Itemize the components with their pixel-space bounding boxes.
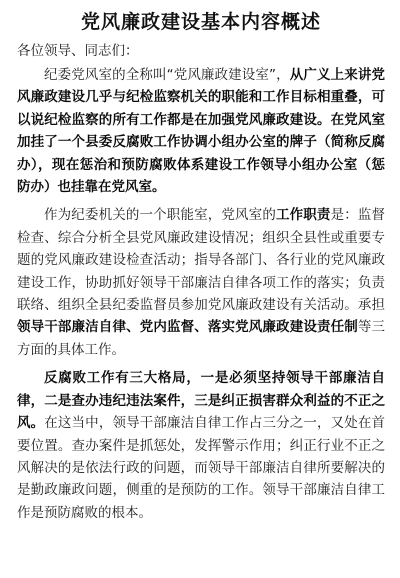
paragraph-2 — [17, 204, 385, 361]
paragraph-run-bold: 领导干部廉洁自律、党内监督、落实党风廉政建设责任制 — [17, 319, 358, 336]
paragraph-run-bold: 工作职责 — [275, 207, 331, 224]
paragraph-3 — [17, 367, 385, 524]
paragraph-run: 等三方面的具体工作。 — [17, 319, 386, 358]
paragraph-run: 是：监督检查、综合分析全县党风廉政建设情况；组织全县性或重要专题的党风廉政建设检查活动；指导各部门、各行业的党风廉政建设工作，协助抓好领导干部廉洁自律各项工作的落实；负责联络、组织全县纪委监督员参加党风廉政建设有关活动。承担 — [17, 207, 386, 314]
paragraph-1 — [17, 64, 385, 198]
paragraph-run: 纪委党风室的全称叫“党风廉政建设室”， — [44, 67, 290, 83]
document-title: 党风廉政建设基本内容概述 — [80, 11, 321, 33]
paragraph-run-bold: 反腐败工作有三大格局，一是必须坚持领导干部廉洁自律，二是查办违纪违法案件，三是纠正损害群众利益的不正之风。 — [17, 370, 385, 432]
paragraph-run: 在这当中，领导干部廉洁自律工作占三分之一，又处在首要位置。查办案件是抓惩处，发挥警示作用；纠正行业不正之风解决的是依法行政的问题，而领导干部廉洁自律所要解决的是勤政廉政问题，侧重的是预防的工作。领导干部廉洁自律工作是预防腐败的根本。 — [17, 415, 386, 521]
paragraph-run: 作为纪委机关的一个职能室，党风室的 — [44, 207, 276, 224]
paragraph-run-bold: 从广义上来讲党风廉政建设几乎与纪检监察机关的职能和工作目标相重叠，可以说纪检监察的所有工作都是在加强党风廉政建设。在党风室加挂了一个县委反腐败工作协调小组办公室的牌子（简称反腐办），现在惩治和预防腐败体系建设工作领导小组办公室（惩防办）也挂靠在党风室。 — [17, 67, 386, 196]
salutation: 各位领导、同志们： — [17, 43, 139, 59]
